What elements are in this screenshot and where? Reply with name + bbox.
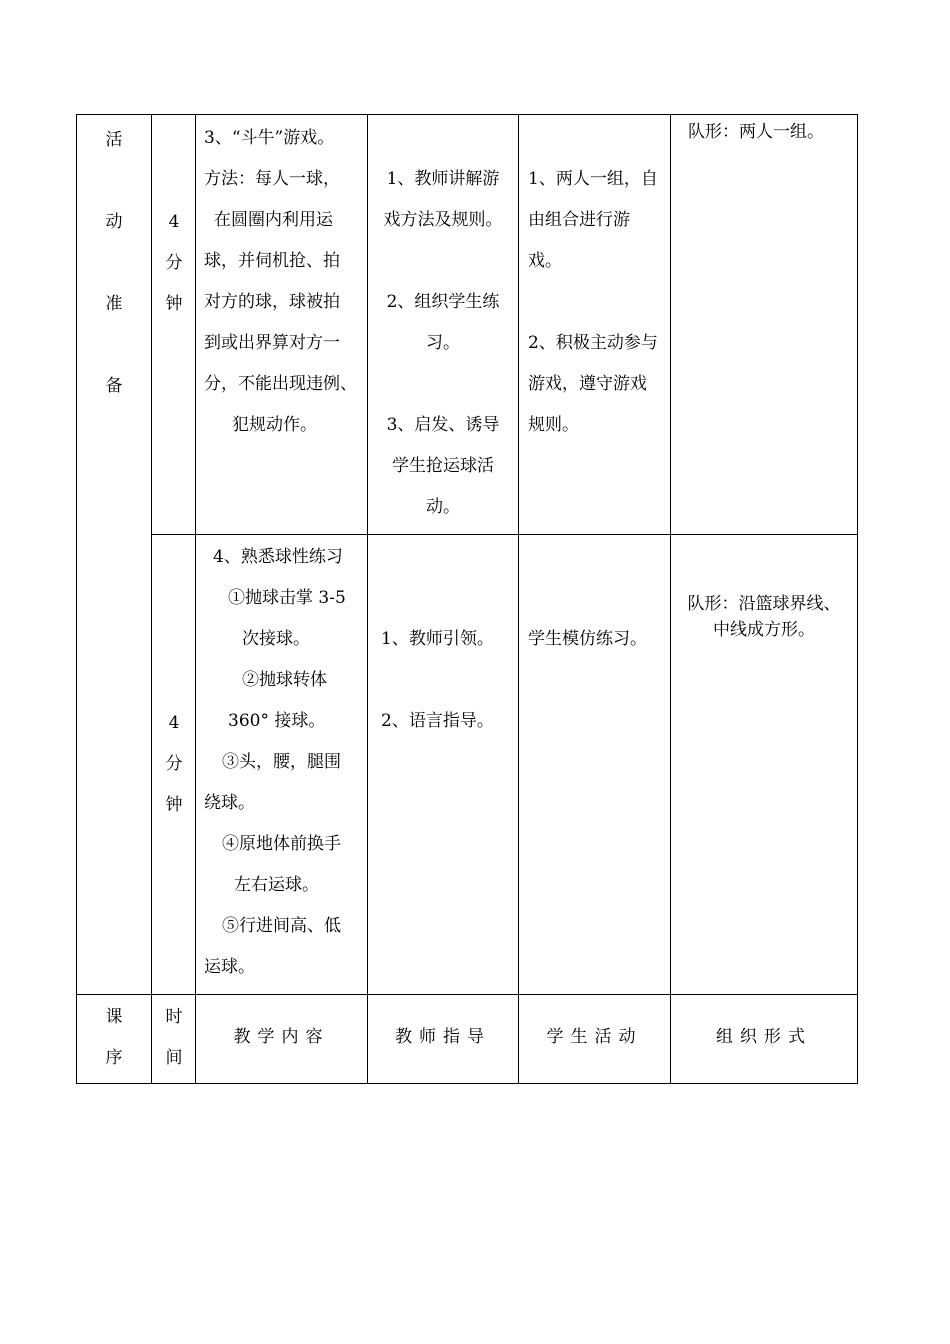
content-line: ②抛球转体 — [242, 670, 327, 690]
organization-line: 中线成方形。 — [713, 620, 815, 640]
teacher-line: 3、启发、诱导 — [386, 415, 500, 435]
header-time-char: 间 — [165, 1048, 183, 1068]
header-organization-form-cell — [670, 994, 858, 1084]
time-char: 钟 — [165, 795, 183, 815]
teacher-line: 学生抢运球活 — [392, 456, 494, 476]
student-cell-b — [518, 534, 671, 995]
content-line: ①抛球击掌 3-5 — [228, 588, 346, 608]
content-line: 分，不能出现违例、 — [204, 374, 357, 394]
time-char: 钟 — [165, 294, 183, 314]
content-line: ④原地体前换手 — [222, 834, 341, 854]
organization-text: 队形：两人一组。 — [688, 122, 824, 142]
content-line: 运球。 — [204, 957, 255, 977]
content-line: 犯规动作。 — [232, 415, 317, 435]
header-teacher-guidance: 教师指导 — [395, 1027, 491, 1047]
teacher-line: 2、组织学生练 — [386, 292, 500, 312]
teacher-cell-b — [367, 534, 519, 995]
organization-cell-a — [670, 114, 858, 535]
teacher-line: 动。 — [426, 497, 460, 517]
content-line: ⑤行进间高、低 — [222, 916, 341, 936]
teacher-line: 戏方法及规则。 — [383, 210, 503, 230]
teacher-line: 1、教师讲解游 — [386, 169, 500, 189]
header-teacher-guidance-cell — [367, 994, 519, 1084]
content-line: 绕球。 — [204, 793, 255, 813]
header-organization-form: 组织形式 — [716, 1027, 812, 1047]
content-line: 方法：每人一球， — [204, 169, 340, 189]
content-line: 3、“斗牛”游戏。 — [204, 128, 335, 148]
student-line: 1、两人一组，自 — [528, 169, 658, 189]
header-student-activity-cell — [518, 994, 671, 1084]
header-lesson-order-cell — [76, 994, 152, 1084]
section-label-cell — [76, 114, 152, 995]
section-label-char: 动 — [105, 212, 123, 232]
section-label-char: 备 — [105, 376, 123, 396]
student-line: 游戏，遵守游戏 — [528, 374, 647, 394]
header-time-char: 时 — [165, 1007, 183, 1027]
section-label-char: 活 — [105, 130, 123, 150]
time-char: 分 — [165, 754, 183, 774]
organization-line: 队形：沿篮球界线、 — [687, 594, 841, 614]
organization-cell-b — [670, 534, 858, 995]
time-cell-a — [151, 114, 196, 535]
content-line: ③头，腰，腿围 — [222, 752, 341, 772]
teacher-line: 2、语言指导。 — [381, 711, 494, 731]
student-line: 戏。 — [528, 251, 562, 271]
header-lesson-order-char: 序 — [105, 1048, 123, 1068]
header-student-activity: 学生活动 — [546, 1027, 643, 1047]
content-line: 在圆圈内利用运 — [214, 210, 333, 230]
content-line: 球，并伺机抢、拍 — [204, 251, 340, 271]
content-cell-b — [195, 534, 368, 995]
content-cell-a — [195, 114, 368, 535]
student-line: 2、积极主动参与 — [528, 333, 658, 353]
student-line: 规则。 — [528, 415, 579, 435]
student-line: 由组合进行游 — [528, 210, 630, 230]
content-line: 4、熟悉球性练习 — [213, 547, 343, 567]
header-lesson-order-char: 课 — [105, 1007, 123, 1027]
content-line: 次接球。 — [242, 629, 310, 649]
teacher-line: 习。 — [426, 333, 460, 353]
content-line: 360° 接球。 — [228, 711, 326, 731]
teacher-line: 1、教师引领。 — [381, 629, 494, 649]
content-line: 对方的球，球被拍 — [204, 292, 340, 312]
content-line: 到或出界算对方一 — [204, 333, 340, 353]
header-time-cell — [151, 994, 196, 1084]
content-line: 左右运球。 — [234, 875, 319, 895]
section-label-char: 准 — [105, 294, 123, 314]
time-char: 分 — [165, 253, 183, 273]
header-teaching-content: 教学内容 — [233, 1027, 330, 1047]
student-cell-a — [518, 114, 671, 535]
time-cell-b — [151, 534, 196, 995]
time-char: 4 — [168, 212, 180, 232]
header-teaching-content-cell — [195, 994, 368, 1084]
teacher-cell-a — [367, 114, 519, 535]
time-char: 4 — [168, 713, 180, 733]
student-line: 学生模仿练习。 — [528, 629, 647, 649]
